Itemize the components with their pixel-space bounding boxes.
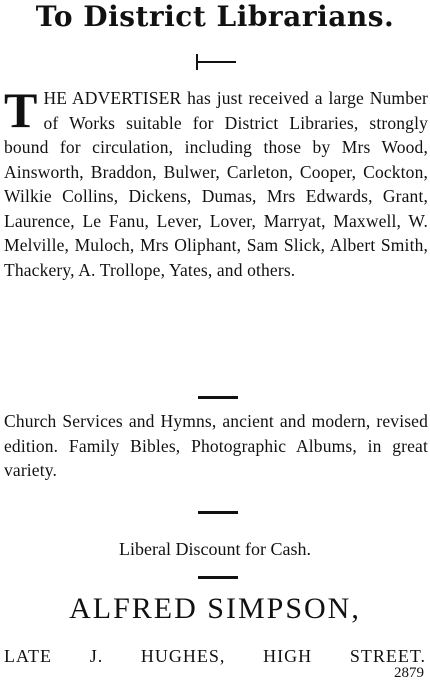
address-line: LATE J. HUGHES, HIGH STREET. [4,646,426,666]
reference-number: 2879 [394,665,424,681]
paragraph-works [4,82,428,282]
headline: To District Librarians. [35,0,395,33]
ornament-divider [193,54,239,70]
paragraph-church-services: Church Services and Hymns, ancient and modern, revised edition. Family Bibles, Photographic Albums, in great variety. [4,411,428,480]
drop-cap: T [4,82,38,138]
advertiser-name: ALFRED SIMPSON, [69,592,361,625]
ornament-bar [198,61,236,63]
divider-rule [198,576,238,579]
paragraph-works-text: HE ADVERTISER has just received a large Number of Works suitable for District Libraries, strongly bound for circulation, including those by Mrs Wood, Ainsworth, Braddon, Bulwer, Carleton, Cooper, Cockton, Wilkie Collins, Dickens, Dumas, Mrs Edwards, Grant, Laurence, Le Fanu, Lever, Lover, Marryat, Maxwell, W. Melville, Muloch, Mrs Oliphant, Sam Slick, Albert Smith, Thackery, A. Trollope, Yates, and others. [4,88,428,280]
divider-rule [198,396,238,399]
divider-rule [198,511,238,514]
discount-line: Liberal Discount for Cash. [119,539,311,559]
